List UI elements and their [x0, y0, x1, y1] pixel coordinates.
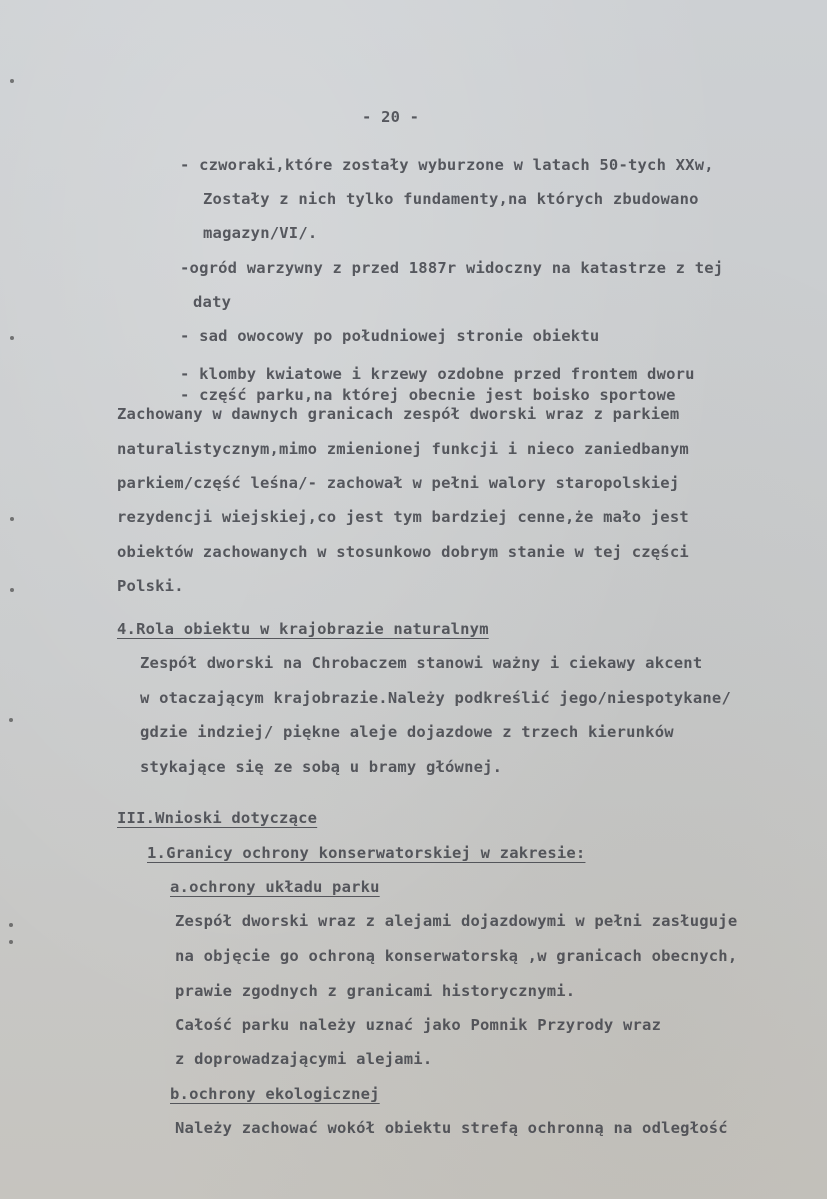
text-line: Zespół dworski na Chrobaczem stanowi ważny i ciekawy akcent: [140, 654, 703, 672]
subsection-heading: b.ochrony ekologicznej: [170, 1085, 380, 1103]
text-line: obiektów zachowanych w stosunkowo dobrym stanie w tej części: [117, 543, 689, 561]
binding-hole: [9, 923, 13, 927]
text-line: Polski.: [117, 577, 184, 595]
text-line: z doprowadzającymi alejami.: [175, 1050, 433, 1068]
text-line: Zachowany w dawnych granicach zespół dworski wraz z parkiem: [117, 405, 680, 423]
text-line: daty: [193, 293, 232, 311]
text-line: - czworaki,które zostały wyburzone w latach 50-tych XXw,: [180, 156, 714, 174]
text-line: naturalistycznym,mimo zmienionej funkcji i nieco zaniedbanym: [117, 440, 689, 458]
text-line: w otaczającym krajobrazie.Należy podkreślić jego/niespotykane/: [140, 689, 731, 707]
text-line: magazyn/VI/.: [203, 224, 318, 242]
binding-hole: [10, 588, 14, 592]
binding-hole: [10, 336, 14, 340]
section-heading: 4.Rola obiektu w krajobrazie naturalnym: [117, 620, 489, 638]
section-heading: III.Wnioski dotyczące: [117, 809, 318, 827]
binding-hole: [10, 79, 14, 83]
text-line: Zespół dworski wraz z alejami dojazdowymi w pełni zasługuje: [175, 912, 738, 930]
text-line: gdzie indziej/ piękne aleje dojazdowe z trzech kierunków: [140, 723, 674, 741]
binding-hole: [9, 940, 13, 944]
binding-hole: [9, 718, 13, 722]
binding-hole: [10, 517, 14, 521]
subsection-heading: 1.Granicy ochrony konserwatorskiej w zakresie:: [147, 844, 586, 862]
text-line: - sad owocowy po południowej stronie obiektu: [180, 327, 600, 345]
text-line: - część parku,na której obecnie jest boisko sportowe: [180, 386, 676, 404]
text-line: stykające się ze sobą u bramy głównej.: [140, 758, 503, 776]
subsection-heading: a.ochrony układu parku: [170, 878, 380, 896]
text-line: rezydencji wiejskiej,co jest tym bardziej cenne,że mało jest: [117, 508, 689, 526]
page-number: - 20 -: [362, 108, 420, 126]
text-line: na objęcie go ochroną konserwatorską ,w granicach obecnych,: [175, 947, 738, 965]
text-line: parkiem/część leśna/- zachował w pełni walory staropolskiej: [117, 474, 680, 492]
text-line: prawie zgodnych z granicami historycznymi.: [175, 982, 576, 1000]
text-line: - klomby kwiatowe i krzewy ozdobne przed frontem dworu: [180, 365, 695, 383]
text-line: Całość parku należy uznać jako Pomnik Przyrody wraz: [175, 1016, 662, 1034]
text-line: Należy zachować wokół obiektu strefą ochronną na odległość: [175, 1119, 728, 1137]
text-line: Zostały z nich tylko fundamenty,na których zbudowano: [203, 190, 699, 208]
text-line: -ogród warzywny z przed 1887r widoczny na katastrze z tej: [180, 259, 724, 277]
